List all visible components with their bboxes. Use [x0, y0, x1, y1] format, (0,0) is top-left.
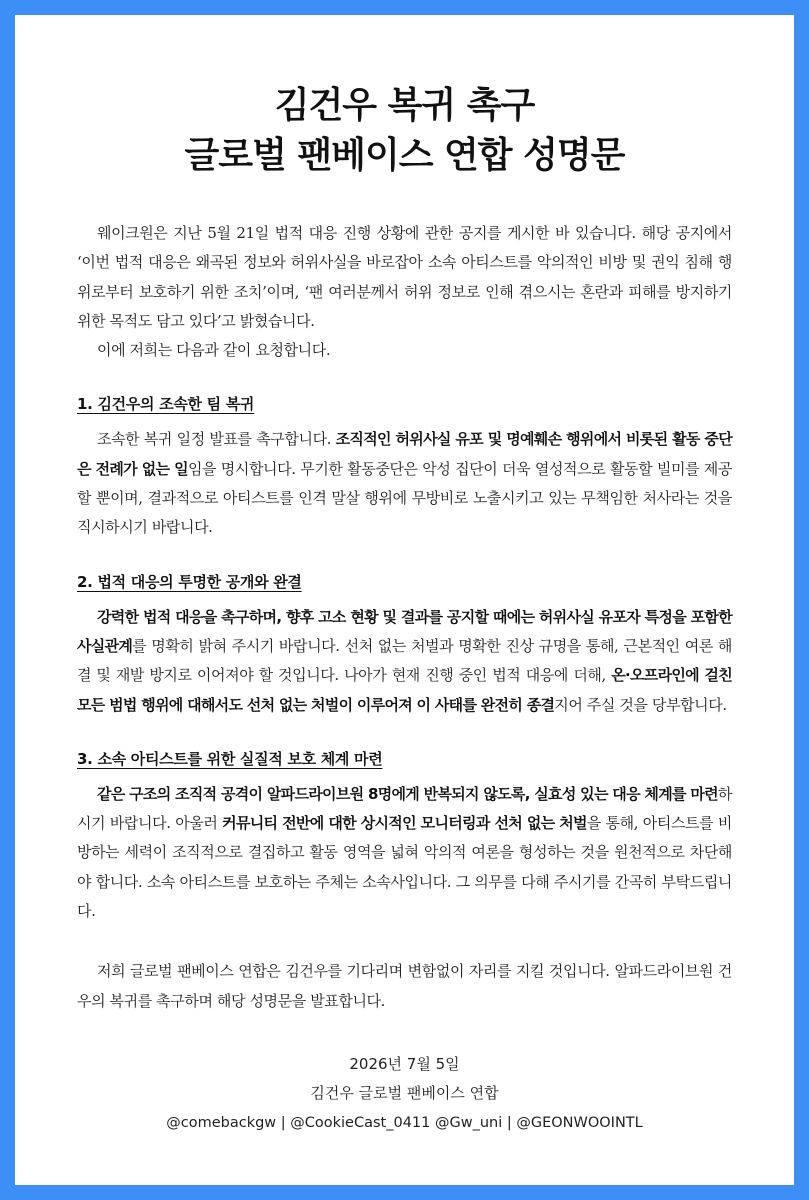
social-handles: @comebackgw | @CookieCast_0411 @Gw_uni | @GEONWOOINTL [166, 1114, 643, 1131]
section-2-emphasis-2: 온·오프라인에 걸친 모든 범법 행위에 대해서도 선처 없는 처벌이 이루어져 이 사태를 완전히 종결 [77, 666, 733, 714]
section-3-text-b: 을 통해, 아티스트를 비방하는 세력이 조직적으로 결집하고 활동 영역을 넓혀 악의적 여론을 형성하는 것을 원천적으로 차단해야 합니다. 소속 아티스트를 보호하는 주체는 소속사입니다. 그 의무를 다해 주시기를 간곡히 부탁드립니다. [77, 814, 732, 921]
section-3 [77, 748, 732, 926]
closing-paragraph: 저희 글로벌 팬베이스 연합은 김건우를 기다리며 변함없이 자리를 지킬 것입니다. 알파드라이브원 건우의 복귀를 촉구하며 해당 성명문을 발표합니다. [77, 962, 732, 1010]
section-1-text-a: 조속한 복귀 일정 발표를 촉구합니다. [97, 430, 336, 449]
section-2-body [77, 603, 732, 720]
section-3-heading: 3. 소속 아티스트를 위한 실질적 보호 체계 마련 [77, 749, 383, 768]
request-lead: 이에 저희는 다음과 같이 요청합니다. [97, 341, 331, 360]
statement-sheet [15, 15, 794, 1185]
section-1-emphasis: 조직적인 허위사실 유포 및 명예훼손 행위에서 비롯된 활동 중단은 전례가 없는 일 [77, 430, 732, 478]
section-3-text-a: 하시기 바랍니다. 아울러 [77, 784, 732, 833]
section-3-emphasis-2: 커뮤니티 전반에 대한 상시적인 모니터링과 선처 없는 처벌 [222, 814, 587, 833]
section-2 [77, 571, 732, 720]
section-3-emphasis-1: 같은 구조의 조직적 공격이 알파드라이브원 8명에게 반복되지 않도록, 실효성 있는 대응 체계를 마련 [97, 784, 718, 803]
title-line-2: 글로벌 팬베이스 연합 성명문 [184, 135, 625, 176]
signature-block [77, 1050, 732, 1139]
statement-date: 2026년 7월 5일 [349, 1054, 460, 1073]
signing-organization: 김건우 글로벌 팬베이스 연합 [310, 1084, 499, 1103]
section-1-heading: 1. 김건우의 조속한 팀 복귀 [77, 395, 255, 414]
statement-title [77, 81, 732, 181]
intro-paragraph: 웨이크원은 지난 5월 21일 법적 대응 진행 상황에 관한 공지를 게시한 바 있습니다. 해당 공지에서 ‘이번 법적 대응은 왜곡된 정보와 허위사실을 바로잡아 소속 아티스트를 악의적인 비방 및 권익 침해 행위로부터 보호하기 위한 조치’이며, ‘팬 여러분께서 허위 정보로 인해 겪으시는 혼란과 피해를 방지하기 위한 목적도 담고 있다’고 밝혔습니다. [77, 224, 732, 330]
section-2-heading: 2. 법적 대응의 투명한 공개와 완결 [77, 572, 302, 591]
title-line-1: 김건우 복귀 촉구 [274, 85, 535, 126]
section-1 [77, 393, 732, 542]
section-2-emphasis-1: 강력한 법적 대응을 촉구하며, 향후 고소 현황 및 결과를 공지할 때에는 허위사실 유포자 특정을 포함한 사실관계 [77, 607, 732, 655]
section-1-text-b: 임을 명시합니다. 무기한 활동중단은 악성 집단이 더욱 열성적으로 활동할 빌미를 제공할 뿐이며, 결과적으로 아티스트를 인격 말살 행위에 무방비로 노출시키고 있는 무책임한 처사라는 것을 직시하시기 바랍니다. [77, 459, 732, 537]
section-2-text-a: 를 명확히 밝혀 주시기 바랍니다. 선처 없는 처벌과 명확한 진상 규명을 통해, 근본적인 여론 해결 및 재발 방지로 이어져야 할 것입니다. 나아가 현재 진행 중인 법적 대응에 더해, [77, 636, 732, 685]
section-1-body [77, 425, 732, 542]
section-2-text-b: 지어 주실 것을 당부합니다. [554, 695, 727, 714]
section-3-body [77, 780, 732, 926]
